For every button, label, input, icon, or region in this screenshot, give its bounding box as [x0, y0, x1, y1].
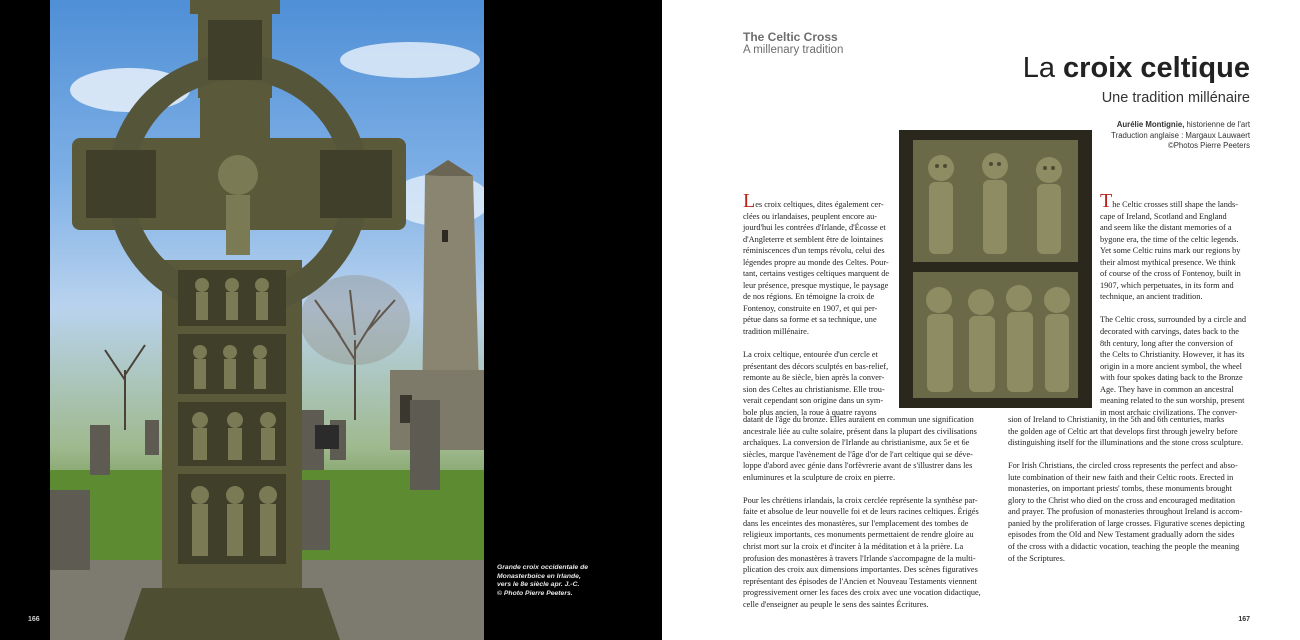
- caption-line: © Photo Pierre Peeters.: [497, 589, 573, 597]
- text-line: bole plus ancien, la roue à quatre rayons: [743, 407, 877, 417]
- text-line: La croix celtique, entourée d'un cercle et: [743, 350, 878, 360]
- text-line: monasteries, on important priests' tombs, these monuments brought: [1008, 484, 1232, 494]
- text-line: lute combination of their new faith and their Celtic roots. Erected in: [1008, 472, 1234, 482]
- text-line: glory to the Christ who died on the cross and encouraged meditation: [1008, 495, 1235, 505]
- caption-line: vers le 8e siècle apr. J.-C.: [497, 581, 580, 589]
- text-line: ancestrale liée au culte solaire, présent dans la plupart des civilisations: [743, 426, 977, 436]
- text-line: christ mort sur la croix et d'inciter à la méditation et à la prière. La: [743, 542, 964, 552]
- title-light: La: [1022, 52, 1064, 84]
- text-line: es croix celtiques, dites également cer-: [755, 200, 884, 209]
- text-line: progressivement orner les faces des croix avec une vocation didactique,: [743, 588, 981, 598]
- text-line: jourd'hui les contrées d'Irlande, d'Écosse et: [743, 223, 886, 233]
- text-line: Fontenoy, construite en 1907, et qui per-: [743, 303, 878, 313]
- page-number-right: 167: [1238, 616, 1250, 623]
- text-line: cape of Ireland, Scotland and England: [1100, 211, 1227, 221]
- photo-credit: ©Photos Pierre Peeters: [1167, 141, 1250, 150]
- french-text-column: [743, 190, 890, 418]
- article-title: [1023, 52, 1250, 85]
- text-line: Age. They have in common an ancestral: [1100, 384, 1234, 394]
- text-line: [743, 338, 890, 350]
- text-line: the golden age of Celtic art that develops first through jewelry before: [1008, 426, 1238, 436]
- text-line: 1907, which perpetuates, in its form and: [1100, 280, 1234, 290]
- text-line: Yet some Celtic ruins mark our regions by: [1100, 246, 1241, 256]
- text-line: siècles, marque l'avènement de l'âge d'or de l'art celtique qui se déve-: [743, 449, 973, 459]
- text-line: celle d'enseigner au peuple le sens des saintes Écritures.: [743, 599, 929, 609]
- text-line: bygone era, the time of the celtic legends.: [1100, 234, 1239, 244]
- text-line: tant, certains vestiges celtiques marquent de: [743, 269, 890, 279]
- caption-line: Monasterboice en Irlande,: [497, 572, 581, 580]
- text-line: panied by the proliferation of large crosses. Figurative scenes depicting: [1008, 518, 1245, 528]
- text-line: pétue dans sa forme et sa technique, une: [743, 315, 877, 325]
- text-line: de nos régions. En témoigne la croix de: [743, 292, 875, 302]
- text-line: of the cross with a didactic vocation, teaching the people the meaning: [1008, 542, 1240, 552]
- text-line: with four spokes dating back to the Bronze: [1100, 373, 1243, 383]
- text-line: dans les enceintes des monastères, sur l'emplacement des tombes de: [743, 518, 969, 528]
- carved-panel-photo: [899, 130, 1092, 408]
- byline: [1111, 120, 1250, 152]
- text-line: archaïques. La conversion de l'Irlande au christianisme, aux 5e et 6e: [743, 438, 970, 448]
- text-line: For Irish Christians, the circled cross represents the perfect and abso-: [1008, 461, 1238, 471]
- carved-panel-illustration: [899, 130, 1092, 408]
- text-line: d'Angleterre et semblent être de lointaines: [743, 234, 883, 244]
- text-line: clées ou irlandaises, peuplent encore au-: [743, 211, 878, 221]
- page-number-left: 166: [28, 616, 40, 623]
- section-subtitle: A millenary tradition: [743, 44, 844, 56]
- text-line: and seem like the distant memories of a: [1100, 223, 1232, 233]
- text-line: of the Scriptures.: [1008, 553, 1065, 563]
- text-line: [1100, 303, 1250, 315]
- text-line: the Celts to Christianity. However, it has its: [1100, 350, 1245, 360]
- text-line: loppe d'abord avec génie dans l'orfèvrerie avant de s'illustrer dans les: [743, 461, 973, 471]
- text-line: religieux importants, ces monuments permettaient de rendre gloire au: [743, 530, 974, 540]
- text-line: sion des Celtes au christianisme. Elle trou-: [743, 384, 885, 394]
- article-subtitle: Une tradition millénaire: [1101, 90, 1250, 106]
- caption-margin: [484, 0, 662, 640]
- celtic-cross-photo: [50, 0, 484, 640]
- text-line: The Celtic cross, surrounded by a circle and: [1100, 315, 1247, 325]
- text-line: légendes propre au monde des Celtes. Pour-: [743, 257, 889, 267]
- text-line: he Celtic crosses still shape the lands-: [1112, 200, 1239, 209]
- text-line: représentant des épisodes de l'Ancien et Nouveau Testaments viennent: [743, 576, 977, 586]
- section-title: The Celtic Cross: [743, 30, 838, 44]
- text-line: datant de l'âge du bronze. Elles auraient en commun une signification: [743, 415, 974, 424]
- text-line: decorated with carvings, dates back to the: [1100, 327, 1239, 337]
- text-line: [743, 483, 989, 495]
- dropcap-en: T: [1100, 190, 1113, 212]
- text-line: [1008, 449, 1250, 461]
- photo-caption: [497, 564, 587, 598]
- high-cross-illustration: [50, 0, 484, 640]
- english-text-wide: [1008, 414, 1250, 564]
- text-line: origin in a more ancient symbol, the wheel: [1100, 361, 1242, 371]
- text-line: sion of Ireland to Christianity, in the 5th and 6th centuries, marks: [1008, 415, 1225, 424]
- text-line: meaning related to the sun worship, present: [1100, 396, 1245, 406]
- text-line: in most archaic civilizations. The conver-: [1100, 407, 1238, 417]
- text-line: leur présence, presque mystique, le paysage: [743, 280, 889, 290]
- right-page: [662, 0, 1300, 640]
- text-line: their almost mythical presence. We think: [1100, 257, 1236, 267]
- text-line: 8th century, long after the conversion of: [1100, 338, 1233, 348]
- text-line: Pour les chrétiens irlandais, la croix cerclée représente la synthèse par-: [743, 495, 978, 505]
- dropcap-fr: L: [743, 190, 756, 212]
- author-name: Aurélie Montignie,: [1116, 120, 1185, 129]
- text-line: verait cependant son origine dans un sym-: [743, 396, 884, 406]
- text-line: présentant des décors sculptés en bas-relief,: [743, 361, 889, 371]
- translation-credit: Traduction anglaise : Margaux Lauwaert: [1111, 130, 1250, 140]
- french-text-wide: [743, 414, 989, 610]
- text-line: remonte au 8e siècle, bien après la conver-: [743, 373, 885, 383]
- text-line: tradition millénaire.: [743, 327, 809, 337]
- text-line: distinguishing itself for the illuminations and the stone cross sculpture.: [1008, 438, 1244, 448]
- text-line: of course of the cross of Fontenoy, built in: [1100, 269, 1241, 279]
- title-bold: croix celtique: [1063, 52, 1250, 84]
- text-line: profusion des monastères à travers l'Irlande s'accompagne de la multi-: [743, 553, 976, 563]
- text-line: episodes from the Old and New Testament gradually adorn the sides: [1008, 530, 1235, 540]
- english-text-column: [1100, 190, 1250, 418]
- text-line: faite et absolue de leur nouvelle foi et de leurs racines celtiques. Érigés: [743, 507, 979, 517]
- text-line: enluminures et la sculpture de croix en pierre.: [743, 472, 896, 482]
- text-line: and prayer. The profusion of monasteries throughout Ireland is accom-: [1008, 507, 1243, 517]
- text-line: plication des croix aux dimensions importantes. Des scènes figuratives: [743, 565, 978, 575]
- text-line: réminiscences d'un temps révolu, celui des: [743, 246, 885, 256]
- text-line: technique, an ancient tradition.: [1100, 292, 1203, 302]
- caption-line: Grande croix occidentale de: [497, 564, 589, 571]
- author-role: historienne de l'art: [1184, 120, 1250, 129]
